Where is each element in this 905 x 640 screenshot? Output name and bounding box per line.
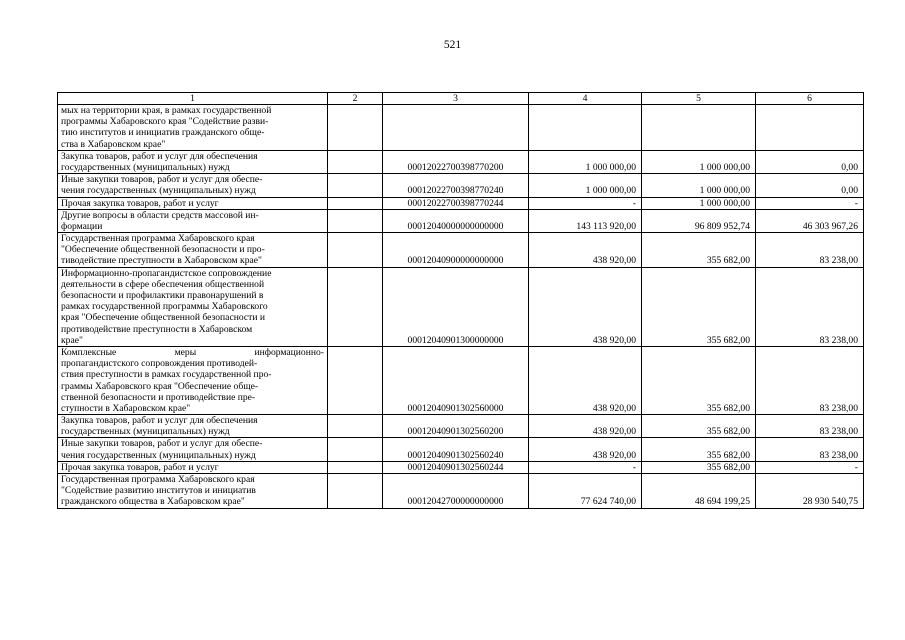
header-row <box>58 93 864 105</box>
row-name-cell <box>58 461 328 473</box>
column-2-cell <box>328 150 383 173</box>
table-row <box>58 415 864 438</box>
row-name-line: края "Обеспечение общественной безопасности и <box>61 312 265 324</box>
column-header-4: 4 <box>529 93 642 105</box>
row-name-line: мых на территории края, в рамках государственной <box>61 105 272 116</box>
column-header-6: 6 <box>756 93 864 105</box>
value-col6-cell: 83 238,00 <box>756 415 864 438</box>
value-col6-cell: 0,00 <box>756 174 864 197</box>
value-col6-cell: 83 238,00 <box>756 233 864 268</box>
value-col6-cell: 46 303 967,26 <box>756 209 864 232</box>
row-name-line: противодействие преступности в Хабаровском <box>61 323 253 335</box>
column-2-cell <box>328 105 383 151</box>
row-name-line: программы Хабаровского края "Содействие разви- <box>61 116 269 128</box>
table-row <box>58 267 864 346</box>
classification-code-cell <box>383 105 529 151</box>
row-name-line: пропагандистского сопровождения противодей- <box>61 358 258 370</box>
value-col5-cell: 96 809 952,74 <box>642 209 756 232</box>
table-row <box>58 461 864 473</box>
table-row <box>58 150 864 173</box>
row-name-line: "Содействие развитию институтов и инициатив <box>61 485 256 497</box>
value-col4-cell: 438 920,00 <box>529 267 642 346</box>
row-name-line: Государственная программа Хабаровского края <box>61 474 255 486</box>
table-row <box>58 174 864 197</box>
table-row <box>58 474 864 509</box>
value-col4-cell: 1 000 000,00 <box>529 174 642 197</box>
row-name-cell <box>58 267 328 346</box>
table-row <box>58 233 864 268</box>
column-2-cell <box>328 197 383 209</box>
row-name-cell <box>58 197 328 209</box>
value-col5-cell: 355 682,00 <box>642 415 756 438</box>
column-header-1: 1 <box>58 93 328 105</box>
row-name-line: Прочая закупка товаров, работ и услуг <box>61 197 219 209</box>
classification-code-cell: 00012040901302560240 <box>383 438 529 461</box>
row-name-line: чения государственных (муниципальных) нужд <box>61 185 256 197</box>
row-name-line: формации <box>61 220 103 232</box>
row-name-line: крае" <box>61 334 83 346</box>
column-2-cell <box>328 474 383 509</box>
column-header-3: 3 <box>383 93 529 105</box>
classification-code-cell: 00012022700398770244 <box>383 197 529 209</box>
column-2-cell <box>328 233 383 268</box>
row-name-line: Комплексные меры информационно- <box>61 346 324 358</box>
row-name-cell <box>58 415 328 438</box>
row-name-cell <box>58 105 328 151</box>
value-col4-cell: - <box>529 461 642 473</box>
row-name-line: Иные закупки товаров, работ и услуг для обеспе- <box>61 438 263 450</box>
value-col5-cell: 355 682,00 <box>642 438 756 461</box>
value-col5-cell: 1 000 000,00 <box>642 150 756 173</box>
row-name-line: ства в Хабаровском крае" <box>61 138 166 150</box>
value-col6-cell: 0,00 <box>756 150 864 173</box>
row-name-cell <box>58 346 328 414</box>
classification-code-cell: 00012040901300000000 <box>383 267 529 346</box>
value-col5-cell: 355 682,00 <box>642 461 756 473</box>
value-col5-cell: 1 000 000,00 <box>642 197 756 209</box>
value-col6-cell: - <box>756 197 864 209</box>
value-col4-cell: 77 624 740,00 <box>529 474 642 509</box>
row-name-cell <box>58 150 328 173</box>
row-name-line: Иные закупки товаров, работ и услуг для обеспе- <box>61 174 263 186</box>
value-col4-cell <box>529 105 642 151</box>
column-2-cell <box>328 174 383 197</box>
row-name-line: Прочая закупка товаров, работ и услуг <box>61 461 219 473</box>
value-col6-cell: 83 238,00 <box>756 438 864 461</box>
row-name-line: ствия преступности в рамках государственной про- <box>61 369 272 381</box>
classification-code-cell: 00012040901302560000 <box>383 346 529 414</box>
row-name-line: рамках государственной программы Хабаровского <box>61 301 268 313</box>
column-header-2: 2 <box>328 93 383 105</box>
column-2-cell <box>328 438 383 461</box>
value-col5-cell: 1 000 000,00 <box>642 174 756 197</box>
value-col5-cell: 355 682,00 <box>642 346 756 414</box>
column-2-cell <box>328 267 383 346</box>
row-name-line: государственных (муниципальных) нужд <box>61 426 230 438</box>
value-col4-cell: 438 920,00 <box>529 346 642 414</box>
row-name-line: Государственная программа Хабаровского края <box>61 233 255 245</box>
budget-table <box>57 92 864 509</box>
value-col4-cell: 438 920,00 <box>529 415 642 438</box>
row-name-line: деятельности в сфере обеспечения общественной <box>61 278 265 290</box>
classification-code-cell: 00012022700398770200 <box>383 150 529 173</box>
table-row <box>58 197 864 209</box>
classification-code-cell: 00012040901302560200 <box>383 415 529 438</box>
row-name-cell <box>58 209 328 232</box>
classification-code-cell: 00012040901302560244 <box>383 461 529 473</box>
table-row <box>58 209 864 232</box>
column-2-cell <box>328 415 383 438</box>
value-col4-cell: 438 920,00 <box>529 233 642 268</box>
row-name-line: Закупка товаров, работ и услуг для обеспечения <box>61 150 258 162</box>
classification-code-cell: 00012042700000000000 <box>383 474 529 509</box>
table-row <box>58 346 864 414</box>
classification-code-cell: 00012040000000000000 <box>383 209 529 232</box>
row-name-cell <box>58 438 328 461</box>
column-2-cell <box>328 346 383 414</box>
value-col5-cell <box>642 105 756 151</box>
row-name-line: "Обеспечение общественной безопасности и про- <box>61 244 265 256</box>
value-col4-cell: 1 000 000,00 <box>529 150 642 173</box>
page-number: 521 <box>443 39 462 51</box>
row-name-line: тию институтов и инициатив гражданского обще- <box>61 127 265 139</box>
value-col6-cell: 28 930 540,75 <box>756 474 864 509</box>
value-col5-cell: 355 682,00 <box>642 233 756 268</box>
row-name-line: безопасности и профилактики правонарушений в <box>61 290 264 302</box>
row-name-line: тиводействие преступности в Хабаровском крае" <box>61 255 262 267</box>
value-col6-cell: - <box>756 461 864 473</box>
classification-code-cell: 00012040900000000000 <box>383 233 529 268</box>
classification-code-cell: 00012022700398770240 <box>383 174 529 197</box>
table-row <box>58 105 864 151</box>
value-col4-cell: 438 920,00 <box>529 438 642 461</box>
row-name-line: Другие вопросы в области средств массовой ин- <box>61 209 259 221</box>
column-2-cell <box>328 209 383 232</box>
row-name-line: государственных (муниципальных) нужд <box>61 161 230 173</box>
row-name-cell <box>58 174 328 197</box>
row-name-line: гражданского общества в Хабаровском крае" <box>61 496 245 508</box>
value-col4-cell: 143 113 920,00 <box>529 209 642 232</box>
row-name-line: чения государственных (муниципальных) нужд <box>61 449 256 461</box>
row-name-cell <box>58 474 328 509</box>
row-name-line: граммы Хабаровского края "Обеспечение обще- <box>61 380 259 392</box>
row-name-line: ственной безопасности и противодействие пре- <box>61 391 256 403</box>
value-col5-cell: 355 682,00 <box>642 267 756 346</box>
value-col5-cell: 48 694 199,25 <box>642 474 756 509</box>
table-row <box>58 438 864 461</box>
row-name-line: Закупка товаров, работ и услуг для обеспечения <box>61 415 258 427</box>
value-col4-cell: - <box>529 197 642 209</box>
row-name-line: Информационно-пропагандистское сопровождение <box>61 267 272 279</box>
row-name-line: ступности в Хабаровском крае" <box>61 402 191 414</box>
value-col6-cell <box>756 105 864 151</box>
row-name-cell <box>58 233 328 268</box>
value-col6-cell: 83 238,00 <box>756 346 864 414</box>
value-col6-cell: 83 238,00 <box>756 267 864 346</box>
column-header-5: 5 <box>642 93 756 105</box>
column-2-cell <box>328 461 383 473</box>
